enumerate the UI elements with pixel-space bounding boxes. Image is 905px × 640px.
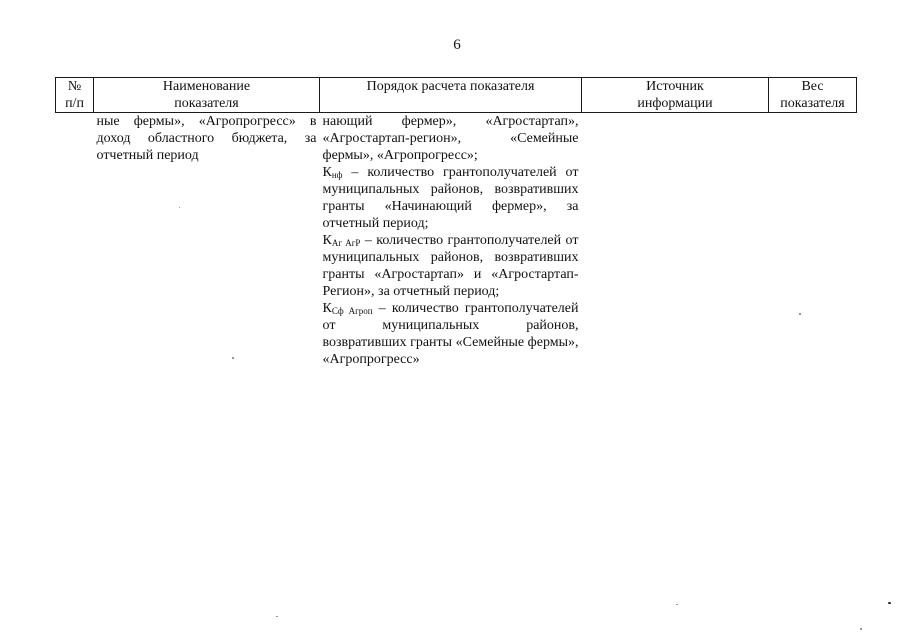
symbol-k: К bbox=[322, 233, 332, 248]
scan-speck bbox=[276, 616, 278, 617]
symbol-k: К bbox=[322, 301, 332, 316]
header-number bbox=[56, 78, 94, 113]
indicator-name-text: ные фермы», «Агропрогресс» в доход областного бюджета, за отчетный период bbox=[96, 114, 317, 163]
calc-paragraph-2 bbox=[323, 164, 579, 232]
header-calc-text: Порядок расчета показателя bbox=[366, 79, 535, 94]
header-source-line1: Источник bbox=[646, 79, 704, 94]
table-header-row bbox=[56, 78, 857, 113]
symbol-subscript: Сф Агроп bbox=[331, 306, 373, 316]
scan-speck bbox=[676, 604, 678, 605]
calc-paragraph-1: нающий фермер», «Агростартап», «Агростартап-регион», «Семейные фермы», «Агропрогресс»; bbox=[322, 114, 579, 163]
header-indicator-name bbox=[94, 78, 320, 113]
cell-source bbox=[582, 113, 769, 369]
calc-definition: – количество грантополучателей от муниципальных районов, возвративших гранты «Семейные фермы», «Агропрогресс» bbox=[322, 301, 579, 367]
header-name-line2: показателя bbox=[174, 96, 239, 111]
calc-definition: – количество грантополучателей от муниципальных районов, возвративших гранты «Агростартап» и «Агростартап-Регион», за отчетный период; bbox=[322, 233, 579, 299]
cell-number bbox=[56, 113, 94, 369]
header-weight bbox=[769, 78, 857, 113]
scan-speck bbox=[232, 357, 234, 359]
header-name-line1: Наименование bbox=[162, 79, 251, 94]
cell-calculation bbox=[320, 113, 582, 369]
cell-weight bbox=[769, 113, 857, 369]
calc-definition: – количество грантополучателей от муниципальных районов, возвративших гранты «Начинающий фермер», за отчетный период; bbox=[322, 165, 579, 231]
indicator-table bbox=[55, 77, 857, 368]
header-number-line2: п/п bbox=[65, 96, 84, 111]
table-row bbox=[56, 113, 857, 369]
calc-paragraph-3 bbox=[323, 232, 579, 300]
scan-speck bbox=[888, 602, 891, 604]
header-source-line2: информации bbox=[637, 96, 713, 111]
header-weight-line1: Вес bbox=[801, 79, 824, 94]
cell-indicator-name bbox=[94, 113, 320, 369]
header-calculation bbox=[320, 78, 582, 113]
header-weight-line2: показателя bbox=[780, 96, 845, 111]
page-number: 6 bbox=[453, 37, 461, 53]
scan-speck bbox=[799, 313, 801, 315]
calc-paragraph-4 bbox=[323, 300, 579, 368]
symbol-k: К bbox=[322, 165, 332, 180]
symbol-subscript: нф bbox=[331, 170, 343, 180]
scan-speck bbox=[860, 628, 862, 630]
scan-speck bbox=[179, 207, 180, 208]
header-number-line1: № bbox=[67, 79, 82, 94]
symbol-subscript: Аг АгР bbox=[331, 238, 361, 248]
header-source bbox=[582, 78, 769, 113]
